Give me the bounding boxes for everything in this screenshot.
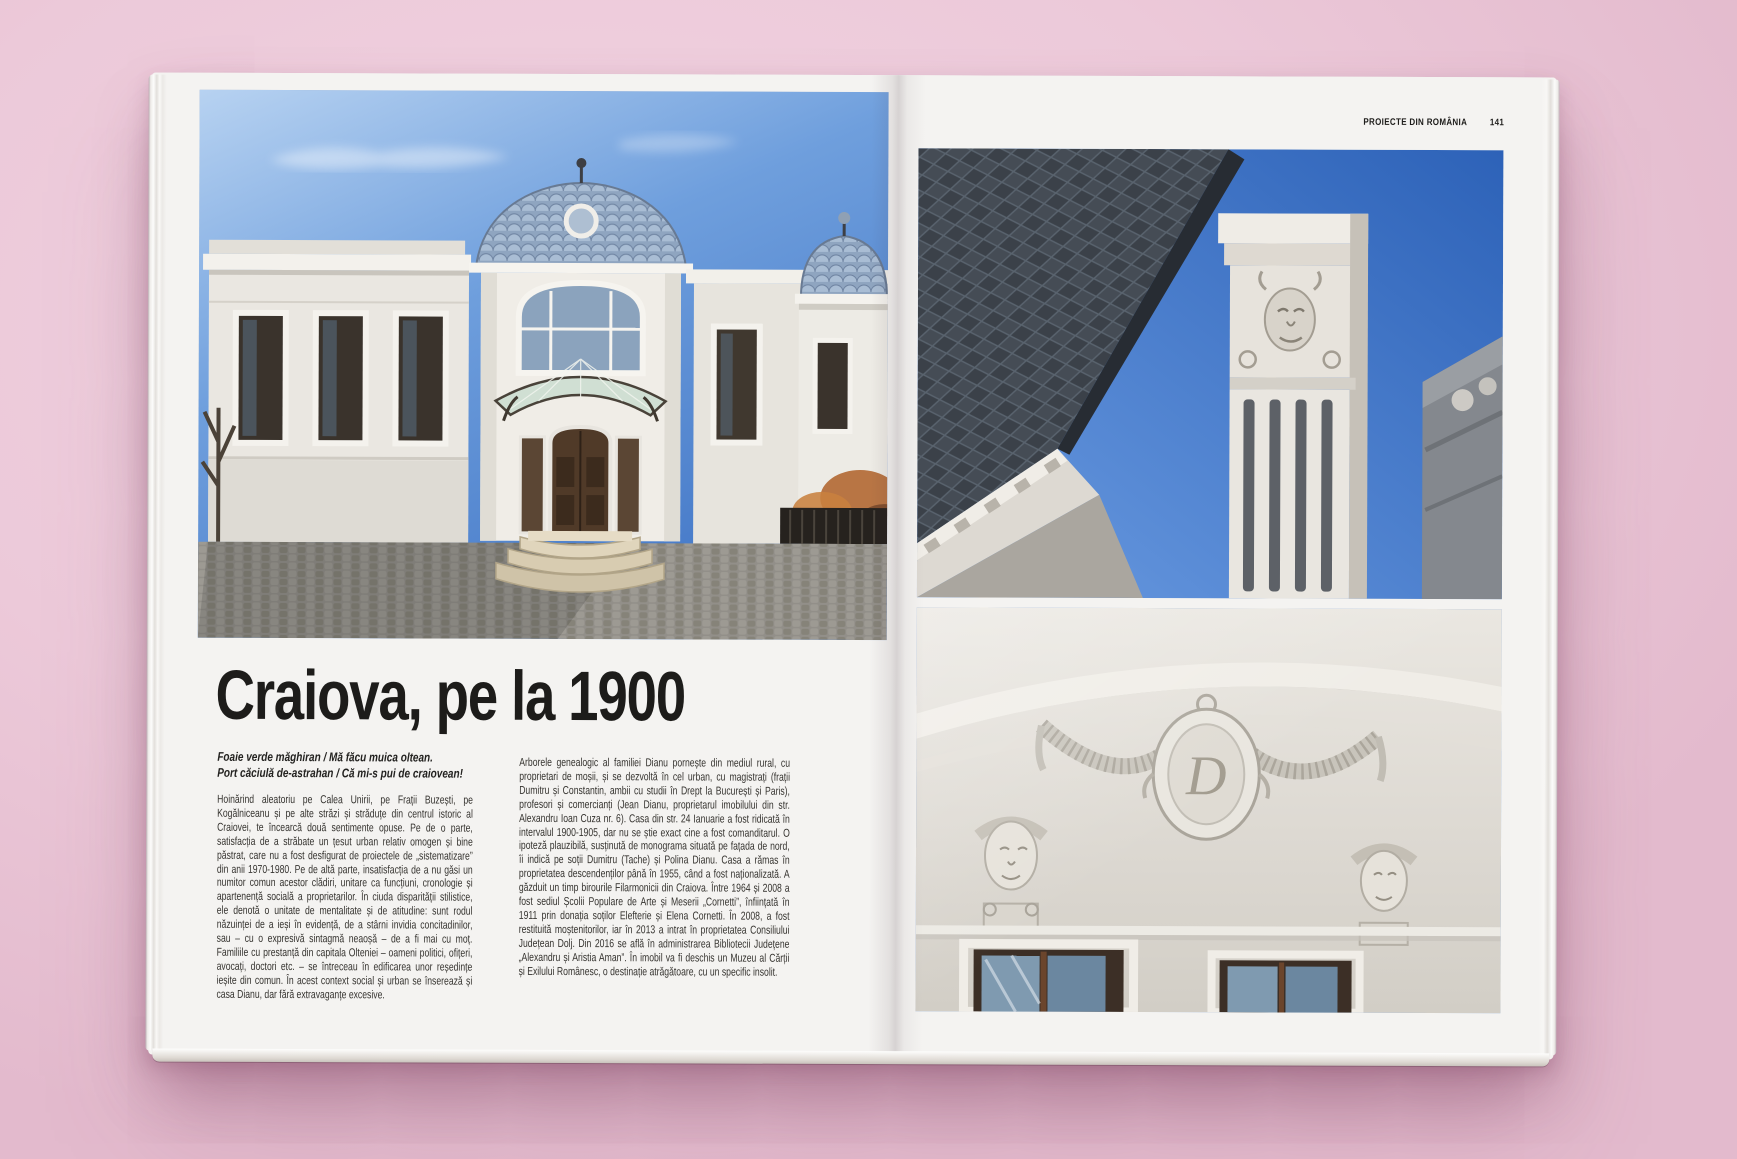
article-title: Craiova, pe la 1900 xyxy=(215,655,686,736)
page-stack-edge-right xyxy=(1538,79,1559,1055)
body-column-left: Hoinărind aleatoriu pe Calea Unirii, pe Frații Buzești, pe Kogălniceanu și pe alte străzi și străduțe din centrul istoric al Craiovei, te încearcă două sentimente opuse. Pe de o parte, satisfacția de a străbate un țesut urban relativ omogen și bine păstrat, care nu a fost desfigurat de proiectele de „sistematizare” din anii 1970-1980. Pe de altă parte, insatisfacția de a nu găsi un numitor comun acestor clădiri, unitare ca funcțiuni, cronologie și apartenență socială a proprietarilor. În ciuda disparității stilistice, ele denotă o unitate de mentalitate și de atitudine: sunt rodul năzuinței de a ieși în evidență, de a stârni invidia concitadinilor, sau – cu o expresivă sintagmă neaoșă – de a fi mai cu moț. Familiile cu prestanță din capitala Olteniei – oameni politici, ofițeri, avocați, doctori etc. – se întreceau în edificarea unor reședințe ieșite din comun. În acest context social și urban se înserează și casa Dianu, dar fără extravaganțe excesive. xyxy=(216,793,473,1002)
iron-fence xyxy=(780,508,887,544)
running-head-section: PROIECTE DIN ROMÂNIA xyxy=(1363,116,1468,129)
entrance-steps xyxy=(496,531,664,593)
page-right xyxy=(895,75,1556,1059)
epigraph-line-1: Foaie verde măghiran / Mă făcu muica oltean. xyxy=(217,749,433,765)
facade-detail-illustration xyxy=(915,607,1501,1013)
body-column-right: Arborele genealogic al familiei Dianu pornește din mediul rural, cu proprietari de moșii, și se dezvoltă în cel urban, cu magistrați (frații Dumitru și Constantin, ambii cu studii în Drept la București și Paris), profesori și comercianți (Jean Dianu, proprietarul imobilului din str. Alexandru Ioan Cuza nr. 6). Casa din str. 24 Ianuarie a fost ridicată în intervalul 1900-1905, dar nu se știe exact cine a fost comanditarul. O ipoteză plauzibilă, susținută de monograma situată pe fațada de nord, îi indică pe soții Dumitru (Tache) și Polina Dianu. Casa a rămas în proprietatea descendenților până în 1955, când a fost naționalizată. A găzduit un timp birourile Filarmonicii din Craiova. Între 1964 și 2008 a fost sediul Școlii Populare de Arte și Meserii „Cornetti”, înființată în 1911 prin donația soților Elefterie și Elena Cornetti. În 2008, a fost restituită moștenitorilor, iar în 2013 a intrat în proprietatea Consiliului Județean Dolj. Din 2016 se află în administrarea Bibliotecii Județene „Alexandru și Aristia Aman”. În imobil va fi deschis un Muzeu al Cărții și Exilului Românesc, o destinație atrăgătoare, cu un specific insolit. xyxy=(518,756,791,979)
ornate-pilaster xyxy=(1217,213,1368,599)
left-wing xyxy=(202,240,471,543)
detail-photo-pilaster xyxy=(917,148,1504,599)
central-pavilion xyxy=(468,158,693,542)
book-spread xyxy=(148,73,1556,1060)
page-left xyxy=(148,73,898,1058)
pilaster-detail-illustration xyxy=(917,148,1504,599)
main-building-photo xyxy=(198,90,889,640)
running-head-page-number: 141 xyxy=(1490,117,1505,129)
epigraph xyxy=(217,749,481,782)
main-building-illustration xyxy=(198,90,889,640)
detail-photo-facade xyxy=(915,607,1501,1013)
running-head xyxy=(1364,117,1505,128)
epigraph-line-2: Port căciulă de-astrahan / Că mi-s pui de craiovean! xyxy=(217,765,463,781)
page-stack-edge-left xyxy=(145,75,166,1051)
